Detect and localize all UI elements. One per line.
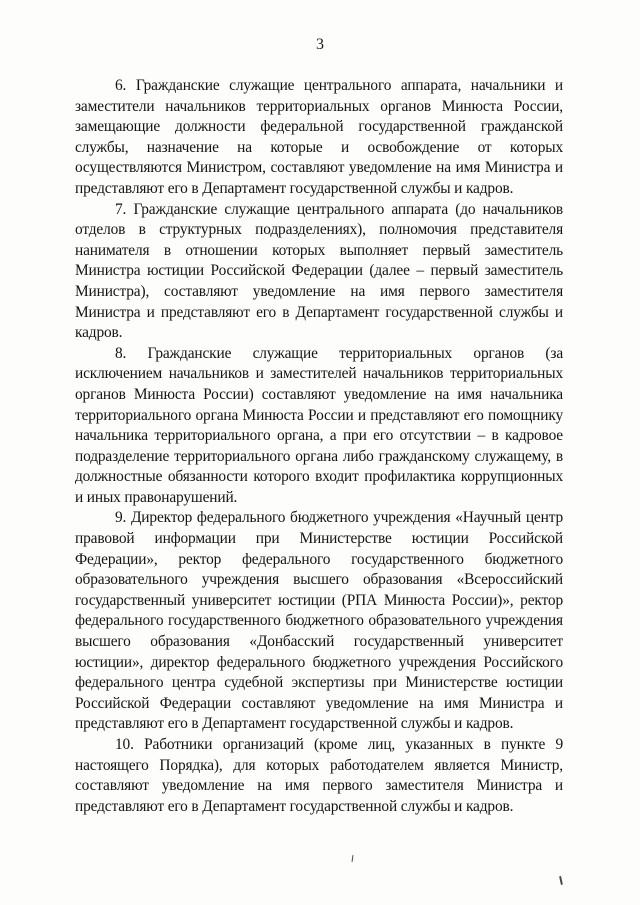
page-number: 3 xyxy=(316,36,324,53)
paragraph-6: 6. Гражданские служащие центрального аппарата, начальники и заместители начальников территориальных органов Минюста России, замещающие должности федеральной государственной гражданской службы, назначение на которые и освобождение от которых осуществляются Министром, составляют уведомление на имя Министра и представляют его в Департамент государственной службы и кадров. xyxy=(75,77,563,197)
document-body xyxy=(75,76,563,817)
scan-speck xyxy=(352,855,354,862)
paragraph-10: 10. Работники организаций (кроме лиц, указанных в пункте 9 настоящего Порядка), для которых работодателем является Министр, составляют уведомление на имя первого заместителя Министра и представляют его в Департамент государственной службы и кадров. xyxy=(75,736,563,815)
scan-speck xyxy=(559,876,562,885)
paragraph-7: 7. Гражданские служащие центрального аппарата (до начальников отделов в структурных подразделениях), полномочия представителя нанимателя в отношении которых выполняет первый заместитель Министра юстиции Российской Федерации (далее – первый заместитель Министра), составляют уведомление на имя первого заместителя Министра и представляют его в Департамент государственной службы и кадров. xyxy=(75,200,563,342)
paragraph-9: 9. Директор федерального бюджетного учреждения «Научный центр правовой информации при Министерстве юстиции Российской Федерации», ректор федерального государственного бюджетного образовательного учреждения высшего образования «Всероссийский государственный университет юстиции (РПА Минюста России)», ректор федерального государственного бюджетного образовательного учреждения высшего образования «Донбасский государственный университет юстиции», директор федерального бюджетного учреждения Российского федерального центра судебной экспертизы при Министерстве юстиции Российской Федерации составляют уведомление на имя Министра и представляют его в Департамент государственной службы и кадров. xyxy=(75,509,563,733)
paragraph-8: 8. Гражданские служащие территориальных органов (за исключением начальников и заместителей начальников территориальных органов Минюста России) составляют уведомление на имя начальника территориального органа Минюста России и представляют его помощнику начальника территориального органа, а при его отсутствии – в кадровое подразделение территориального органа либо гражданскому служащему, в должностные обязанности которого входит профилактика коррупционных и иных правонарушений. xyxy=(75,344,563,506)
